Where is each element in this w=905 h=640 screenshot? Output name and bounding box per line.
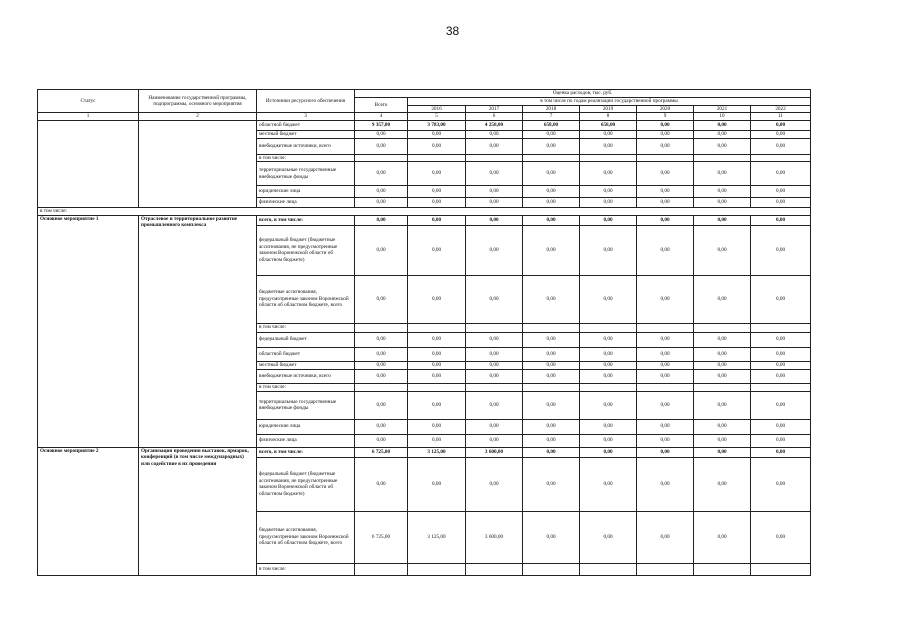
header-year: 2020	[637, 105, 694, 113]
value-cell: 0,00	[408, 369, 466, 383]
value-cell: 658,00	[523, 120, 580, 130]
column-number: 11	[751, 113, 811, 121]
column-number: 1	[38, 113, 139, 121]
value-cell: 0,00	[408, 347, 466, 361]
value-cell: 0,00	[694, 225, 751, 275]
funding-source-cell: федеральный бюджет (бюджетные ассигнования, не предусмотренные законом Воронежской области об областном бюджете)	[257, 225, 355, 275]
funding-source-cell: внебюджетные источники, всего	[257, 138, 355, 154]
funding-source-cell: юридические лица	[257, 186, 355, 198]
column-number: 5	[408, 113, 466, 121]
funding-source-cell: в том числе:	[257, 154, 355, 162]
value-cell: 0,00	[523, 447, 580, 457]
funding-source-cell: бюджетные ассигнования, предусмотренные законом Воронежской области об областном бюджете, всего	[257, 275, 355, 323]
funding-source-cell: юридические лица	[257, 419, 355, 434]
value-cell	[408, 563, 466, 575]
value-cell: 0,00	[466, 457, 523, 511]
funding-source-cell: в том числе:	[257, 323, 355, 332]
value-cell: 0,00	[751, 447, 811, 457]
column-number: 3	[257, 113, 355, 121]
value-cell: 0,00	[637, 347, 694, 361]
value-cell: 0,00	[408, 457, 466, 511]
value-cell: 0,00	[751, 332, 811, 347]
value-cell: 0,00	[580, 447, 637, 457]
value-cell	[580, 154, 637, 162]
value-cell: 0,00	[355, 162, 408, 186]
value-cell: 0,00	[580, 332, 637, 347]
value-cell: 0,00	[580, 419, 637, 434]
column-number-row	[38, 113, 811, 121]
value-cell: 0,00	[694, 447, 751, 457]
value-cell: 0,00	[466, 138, 523, 154]
value-cell	[523, 154, 580, 162]
value-cell: 0,00	[523, 225, 580, 275]
value-cell	[637, 154, 694, 162]
header-status: Статус	[38, 90, 139, 113]
value-cell: 0,00	[637, 361, 694, 369]
value-cell	[637, 563, 694, 575]
column-number: 6	[466, 113, 523, 121]
value-cell: 0,00	[637, 511, 694, 563]
value-cell: 0,00	[408, 215, 466, 225]
value-cell	[751, 323, 811, 332]
value-cell: 0,00	[637, 215, 694, 225]
value-cell	[408, 154, 466, 162]
value-cell: 0,00	[523, 434, 580, 447]
value-cell: 0,00	[523, 215, 580, 225]
value-cell: 0,00	[523, 332, 580, 347]
value-cell: 0,00	[355, 225, 408, 275]
value-cell: 0,00	[694, 434, 751, 447]
value-cell: 0,00	[751, 162, 811, 186]
value-cell: 0,00	[694, 138, 751, 154]
table-body	[38, 120, 811, 575]
value-cell: 0,00	[694, 162, 751, 186]
value-cell	[355, 323, 408, 332]
status-cell	[38, 120, 139, 208]
funding-source-cell: физические лица	[257, 434, 355, 447]
value-cell: 0,00	[408, 275, 466, 323]
measure-name-cell: Организация проведения выставок, ярмарок, конференций (в том числе международных) или содействие в их проведении	[139, 447, 257, 575]
value-cell	[751, 154, 811, 162]
value-cell: 0,00	[694, 347, 751, 361]
funding-source-cell: территориальные государственные внебюджетные фонды	[257, 391, 355, 419]
value-cell: 0,00	[355, 138, 408, 154]
value-cell: 0,00	[637, 369, 694, 383]
value-cell: 0,00	[523, 138, 580, 154]
value-cell: 0,00	[637, 138, 694, 154]
value-cell: 0,00	[580, 511, 637, 563]
value-cell: 0,00	[355, 457, 408, 511]
value-cell: 0,00	[580, 361, 637, 369]
value-cell: 0,00	[466, 225, 523, 275]
value-cell: 0,00	[523, 186, 580, 198]
value-cell: 3 783,00	[408, 120, 466, 130]
value-cell: 0,00	[355, 198, 408, 208]
value-cell: 0,00	[694, 457, 751, 511]
value-cell: 0,00	[355, 434, 408, 447]
value-cell: 0,00	[580, 434, 637, 447]
value-cell: 0,00	[580, 138, 637, 154]
value-cell: 0,00	[466, 332, 523, 347]
funding-source-cell: в том числе:	[257, 383, 355, 391]
value-cell	[523, 323, 580, 332]
value-cell: 0,00	[355, 391, 408, 419]
value-cell: 0,00	[408, 332, 466, 347]
value-cell: 0,00	[466, 198, 523, 208]
value-cell: 0,00	[408, 361, 466, 369]
value-cell	[637, 323, 694, 332]
value-cell: 0,00	[408, 198, 466, 208]
value-cell: 0,00	[694, 198, 751, 208]
value-cell: 658,00	[580, 120, 637, 130]
value-cell: 0,00	[637, 457, 694, 511]
value-cell: 0,00	[751, 130, 811, 138]
value-cell: 0,00	[694, 275, 751, 323]
value-cell: 0,00	[355, 347, 408, 361]
value-cell: 0,00	[694, 186, 751, 198]
value-cell: 0,00	[355, 186, 408, 198]
value-cell: 0,00	[694, 419, 751, 434]
value-cell: 0,00	[523, 511, 580, 563]
value-cell: 0,00	[637, 120, 694, 130]
header-program-name: Наименование государственной программы, подпрограммы, основного мероприятия	[139, 90, 257, 113]
value-cell: 0,00	[694, 361, 751, 369]
value-cell: 0,00	[408, 434, 466, 447]
header-year: 2019	[580, 105, 637, 113]
value-cell: 0,00	[751, 138, 811, 154]
value-cell: 0,00	[694, 511, 751, 563]
header-year: 2022	[751, 105, 811, 113]
value-cell: 3 125,00	[408, 511, 466, 563]
value-cell	[694, 383, 751, 391]
value-cell: 9 357,00	[355, 120, 408, 130]
funding-source-cell: областной бюджет	[257, 347, 355, 361]
table-row	[38, 208, 811, 216]
value-cell: 0,00	[580, 347, 637, 361]
value-cell: 0,00	[466, 275, 523, 323]
value-cell: 0,00	[408, 162, 466, 186]
value-cell: 0,00	[408, 186, 466, 198]
value-cell: 0,00	[751, 419, 811, 434]
value-cell: 0,00	[355, 332, 408, 347]
header-year: 2017	[466, 105, 523, 113]
value-cell: 0,00	[580, 369, 637, 383]
value-cell: 0,00	[523, 391, 580, 419]
value-cell: 0,00	[694, 391, 751, 419]
funding-source-cell: федеральный бюджет (бюджетные ассигнования, не предусмотренные законом Воронежской области об областном бюджете)	[257, 457, 355, 511]
value-cell: 0,00	[694, 120, 751, 130]
value-cell: 0,00	[751, 361, 811, 369]
value-cell: 0,00	[355, 130, 408, 138]
value-cell: 0,00	[355, 275, 408, 323]
value-cell: 0,00	[751, 225, 811, 275]
value-cell	[580, 383, 637, 391]
value-cell: 0,00	[523, 419, 580, 434]
value-cell: 0,00	[637, 447, 694, 457]
value-cell: 0,00	[637, 162, 694, 186]
header-year: 2021	[694, 105, 751, 113]
value-cell: 0,00	[751, 369, 811, 383]
value-cell: 6 725,00	[355, 447, 408, 457]
value-cell: 0,00	[637, 275, 694, 323]
funding-source-cell: всего, в том числе:	[257, 215, 355, 225]
funding-source-cell: в том числе:	[257, 563, 355, 575]
value-cell	[580, 563, 637, 575]
value-cell: 0,00	[523, 347, 580, 361]
value-cell: 0,00	[355, 361, 408, 369]
header-funding-source: Источники ресурсного обеспечения	[257, 90, 355, 113]
funding-source-cell: физические лица	[257, 198, 355, 208]
header-by-years: в том числе по годам реализации государственной программы	[408, 98, 811, 106]
value-cell	[466, 323, 523, 332]
funding-source-cell: территориальные государственные внебюджетные фонды	[257, 162, 355, 186]
funding-source-cell: федеральный бюджет	[257, 332, 355, 347]
budget-table	[37, 89, 811, 576]
value-cell	[694, 323, 751, 332]
value-cell: 0,00	[580, 275, 637, 323]
value-cell: 0,00	[694, 215, 751, 225]
value-cell: 0,00	[355, 215, 408, 225]
value-cell: 0,00	[580, 215, 637, 225]
value-cell	[523, 383, 580, 391]
value-cell: 0,00	[580, 225, 637, 275]
value-cell: 0,00	[637, 186, 694, 198]
value-cell: 6 725,00	[355, 511, 408, 563]
value-cell: 0,00	[580, 162, 637, 186]
value-cell: 0,00	[637, 332, 694, 347]
table-row	[38, 215, 811, 225]
value-cell: 0,00	[751, 391, 811, 419]
funding-source-cell: местный бюджет	[257, 361, 355, 369]
value-cell	[751, 563, 811, 575]
value-cell: 0,00	[751, 457, 811, 511]
value-cell: 0,00	[580, 130, 637, 138]
value-cell	[408, 383, 466, 391]
value-cell: 0,00	[637, 130, 694, 138]
value-cell: 0,00	[466, 215, 523, 225]
value-cell	[466, 383, 523, 391]
value-cell: 0,00	[637, 198, 694, 208]
value-cell	[751, 383, 811, 391]
measure-status-cell: Основное мероприятие 1	[38, 215, 139, 447]
header-total: Всего	[355, 98, 408, 113]
value-cell	[694, 154, 751, 162]
funding-source-cell: местный бюджет	[257, 130, 355, 138]
value-cell: 0,00	[466, 130, 523, 138]
value-cell	[637, 383, 694, 391]
value-cell: 0,00	[580, 198, 637, 208]
value-cell	[355, 154, 408, 162]
column-number: 8	[580, 113, 637, 121]
in-that-number-label: в том числе:	[38, 208, 811, 216]
value-cell: 0,00	[355, 369, 408, 383]
value-cell: 0,00	[523, 162, 580, 186]
value-cell: 0,00	[523, 369, 580, 383]
value-cell: 0,00	[523, 275, 580, 323]
value-cell: 4 258,00	[466, 120, 523, 130]
value-cell: 0,00	[466, 186, 523, 198]
value-cell: 0,00	[408, 130, 466, 138]
page-number: 38	[445, 24, 460, 38]
value-cell: 0,00	[523, 198, 580, 208]
value-cell: 0,00	[580, 457, 637, 511]
value-cell: 3 600,00	[466, 511, 523, 563]
value-cell: 0,00	[751, 275, 811, 323]
value-cell: 3 600,00	[466, 447, 523, 457]
value-cell: 0,00	[466, 347, 523, 361]
header-estimate: Оценка расходов, тыс. руб.	[355, 90, 811, 98]
value-cell: 0,00	[751, 215, 811, 225]
value-cell	[694, 563, 751, 575]
funding-source-cell: внебюджетные источники, всего	[257, 369, 355, 383]
value-cell: 0,00	[751, 120, 811, 130]
value-cell: 0,00	[466, 434, 523, 447]
header-year: 2016	[408, 105, 466, 113]
value-cell: 0,00	[466, 419, 523, 434]
value-cell: 0,00	[466, 361, 523, 369]
value-cell: 0,00	[751, 511, 811, 563]
column-number: 9	[637, 113, 694, 121]
value-cell: 0,00	[751, 347, 811, 361]
column-number: 4	[355, 113, 408, 121]
value-cell: 0,00	[523, 130, 580, 138]
value-cell: 0,00	[580, 186, 637, 198]
value-cell	[580, 323, 637, 332]
value-cell: 0,00	[580, 391, 637, 419]
value-cell: 0,00	[466, 391, 523, 419]
funding-source-cell: областной бюджет	[257, 120, 355, 130]
funding-source-cell: всего, в том числе:	[257, 447, 355, 457]
measure-name-cell: Отраслевое и территориальное развитие промышленного комплекса	[139, 215, 257, 447]
value-cell	[466, 563, 523, 575]
value-cell: 0,00	[523, 457, 580, 511]
value-cell	[408, 323, 466, 332]
value-cell: 0,00	[466, 162, 523, 186]
value-cell	[355, 383, 408, 391]
header-year: 2018	[523, 105, 580, 113]
value-cell: 0,00	[637, 434, 694, 447]
column-number: 2	[139, 113, 257, 121]
program-name-cell	[139, 120, 257, 208]
value-cell: 0,00	[694, 369, 751, 383]
value-cell	[523, 563, 580, 575]
table-row	[38, 447, 811, 457]
value-cell: 0,00	[466, 369, 523, 383]
funding-source-cell: бюджетные ассигнования, предусмотренные законом Воронежской области об областном бюджете, всего	[257, 511, 355, 563]
value-cell: 0,00	[694, 332, 751, 347]
value-cell: 0,00	[694, 130, 751, 138]
value-cell: 0,00	[637, 391, 694, 419]
value-cell: 0,00	[408, 419, 466, 434]
value-cell: 3 125,00	[408, 447, 466, 457]
value-cell: 0,00	[751, 186, 811, 198]
table-row	[38, 120, 811, 130]
measure-status-cell: Основное мероприятие 2	[38, 447, 139, 575]
value-cell: 0,00	[408, 391, 466, 419]
value-cell	[355, 563, 408, 575]
value-cell: 0,00	[408, 138, 466, 154]
value-cell: 0,00	[751, 434, 811, 447]
value-cell: 0,00	[637, 419, 694, 434]
value-cell: 0,00	[523, 361, 580, 369]
value-cell: 0,00	[751, 198, 811, 208]
value-cell: 0,00	[408, 225, 466, 275]
value-cell: 0,00	[637, 225, 694, 275]
value-cell	[466, 154, 523, 162]
column-number: 10	[694, 113, 751, 121]
column-number: 7	[523, 113, 580, 121]
value-cell: 0,00	[355, 419, 408, 434]
